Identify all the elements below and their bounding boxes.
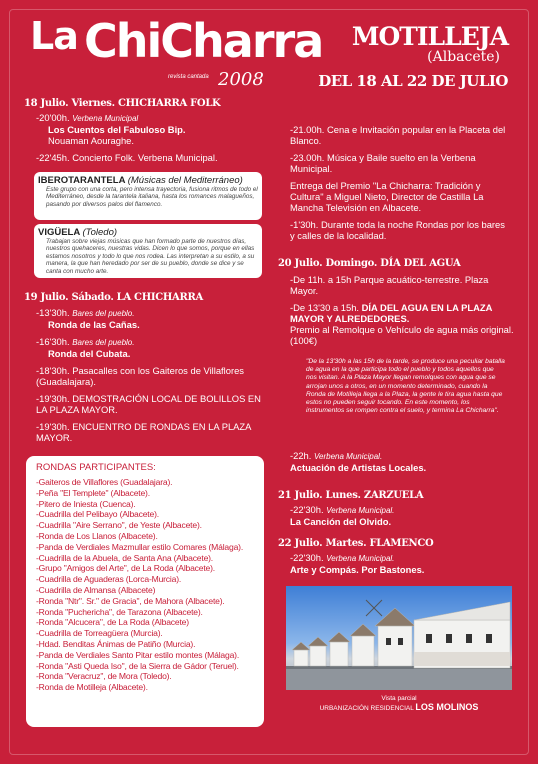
box2-text: Trabajan sobre viejas músicas que han formado parte de nuestros días, nuestros quehaceres, nuestras vidas. Dicen lo que somos, porque en ellas estamos nosotros y todo lo que nos rodea. Las interpretan a su estilo, a su manera, la que han heredado por ser de su pueblo, donde se dice y se canta con mucho arte.: [46, 238, 255, 275]
box1-note: (Músicas del Mediterráneo): [127, 175, 243, 186]
day19-e5: -19'30h. ENCUENTRO DE RONDAS EN LA PLAZA MAYOR.: [36, 421, 251, 443]
right-e4: -1'30h. Durante toda la noche Rondas por los bares y calles de la localidad.: [290, 219, 505, 241]
ronda-item: -Ronda de Motilleja (Albacete).: [36, 682, 148, 693]
day19-e2-time: -16'30h.: [36, 336, 70, 347]
day20-e2-prefix: -De 13'30 a 15h.: [290, 302, 360, 313]
day18-section: [24, 98, 274, 163]
day22-title: Arte y Compás. Por Bastones.: [290, 564, 425, 575]
day19-e2-note: Bares del pueblo.: [72, 338, 135, 347]
day20-e2-title: DÍA DEL AGUA EN LA PLAZA MAYOR Y ALREDEDORES.: [290, 302, 493, 324]
ronda-item: -Panda de Verdiales Santo Pitar estilo montes (Málaga).: [36, 649, 240, 660]
day19-e1-title: Ronda de las Cañas.: [48, 319, 140, 330]
box1-title: IBEROTARANTELA: [38, 175, 126, 186]
logo-subtitle: revista cantada: [168, 74, 209, 80]
day21-title: La Canción del Olvido.: [290, 516, 392, 527]
day19-heading: 19 Julio. Sábado. LA CHICHARRA: [24, 292, 203, 303]
logo-year: 2008: [218, 69, 264, 90]
ronda-item: -Ronda "Asti Queda Iso", de la Sierra de Gádor (Teruel).: [36, 660, 239, 671]
right-e2: -23.00h. Música y Baile suelto en la Verbena Municipal.: [290, 152, 476, 174]
ronda-item: -Ronda de Los Llanos (Albacete).: [36, 530, 158, 541]
ronda-item: -Ronda "Alcucera", de La Roda (Albacete): [36, 617, 189, 628]
ronda-item: -Cuadrilla de Torreagüera (Murcia).: [36, 628, 163, 639]
day20-section: [278, 258, 514, 346]
rondas-box: [26, 456, 264, 727]
day19-e3: -18'30h. Pasacalles con los Gaiteros de Villaflores (Guadalajara).: [36, 365, 244, 387]
ronda-item: -Cuadrilla "Aire Serrano", de Yeste (Albacete).: [36, 520, 202, 531]
day21-section: [278, 490, 514, 527]
day21-heading: 21 Julio. Lunes. ZARZUELA: [278, 490, 424, 501]
day19-e4: -19'30h. DEMOSTRACIÓN LOCAL DE BOLILLOS EN LA PLAZA MAYOR.: [36, 393, 261, 415]
box1-text: Este grupo con una corta, pero intensa trayectoria, fusiona ritmos de todo el Mediterráneo, desde la tarantela italiana, hasta los romances malagueños, pasando por diversos palos del flamenco.: [46, 186, 258, 208]
province-name: (Albacete): [427, 49, 500, 65]
day19-e1-note: Bares del pueblo.: [72, 309, 135, 318]
town-name: MOTILLEJA: [351, 22, 508, 51]
logo-la: La: [30, 14, 78, 58]
day20-e2-rest: Premio al Remolque o Vehículo de agua más original. (100€): [290, 324, 514, 346]
ronda-item: -Panda de Verdiales Mazmullar estilo Comares (Málaga).: [36, 541, 244, 552]
ronda-item: -Peña "El Templete" (Albacete).: [36, 487, 150, 498]
right-e3: Entrega del Premio "La Chicharra: Tradición y Cultura" a Miguel Nieto, Director de Castilla La Mancha Televisión en Albacete.: [290, 180, 484, 213]
caption-prefix: URBANIZACIÓN RESIDENCIAL: [319, 705, 414, 712]
day19-e1-time: -13'30h.: [36, 307, 70, 318]
day22-time: -22'30h.: [290, 552, 324, 563]
day18-e1-title: Los Cuentos del Fabuloso Bip.: [48, 124, 186, 135]
day19-night-section: [290, 124, 512, 241]
ronda-item: -Gaiteros de Villaflores (Guadalajara).: [36, 477, 173, 487]
day22-section: [278, 538, 514, 575]
right-e1: -21.00h. Cena e Invitación popular en la Placeta del Blanco.: [290, 124, 506, 146]
rondas-title: RONDAS PARTICIPANTES:: [36, 462, 156, 473]
day20-evening: [290, 450, 512, 473]
ronda-item: -Cuadrilla de la Abuela, de Santa Ana (Albacete).: [36, 552, 213, 563]
day20-e3-time: -22h.: [290, 450, 312, 461]
photo-illustration: [286, 586, 512, 690]
ronda-item: -Hdad. Benditas Ánimas de Patiño (Murcia).: [36, 638, 196, 649]
ronda-item: -Cuadrilla del Pelibayo (Albacete).: [36, 509, 159, 520]
logo-chicharra: ChiCharra: [84, 14, 323, 68]
iberotarantela-box: [34, 172, 262, 220]
caption-name: LOS MOLINOS: [415, 702, 479, 712]
day21-time: -22'30h.: [290, 504, 324, 515]
day19-e2-title: Ronda del Cubata.: [48, 348, 131, 359]
ronda-item: -Ronda "Veracruz", de Mora (Toledo).: [36, 671, 172, 682]
day22-note: Verbena Municipal.: [326, 554, 395, 563]
ronda-item: -Cuadrilla de Aguaderas (Lorca-Murcia).: [36, 574, 182, 585]
day18-e1-sub: Nouaman Aouraghe.: [48, 135, 134, 146]
ronda-item: -Ronda "Puchericha", de Tarazona (Albacete).: [36, 606, 203, 617]
day18-e1-time: -20'00h.: [36, 112, 70, 123]
box2-note: (Toledo): [82, 227, 118, 238]
box2-title: VIGÜELA: [38, 227, 80, 238]
ronda-item: -Cuadrilla de Almansa (Albacete): [36, 584, 156, 595]
day20-quote: "De la 13'30h a las 15h de la tarde, se produce una peculiar batalla de agua en la que participa todo el pueblo y todos aquellos que nos visitan. A la Plaza Mayor llegan remolques con agua que se arrojan unos a otros, en un momento determinado, cuando la Ronda de Motilleja llega a la Plaza, la gente le tira agua hasta que estos no pueden seguir tocando. En este momento, los instrumentos se rompen contra el suelo, y termina La Chicharra".: [306, 358, 505, 415]
caption-line-1: Vista parcial: [381, 695, 417, 702]
photo-caption: [286, 694, 512, 713]
day22-heading: 22 Julio. Martes. FLAMENCO: [278, 538, 434, 549]
viguela-box: [34, 224, 262, 278]
rondas-list: [36, 477, 254, 693]
day20-e3-title: Actuación de Artistas Locales.: [290, 462, 427, 473]
day18-e2: -22'45h. Concierto Folk. Verbena Municipal.: [36, 152, 218, 163]
day18-e1-note: Verbena Municipal: [72, 114, 139, 123]
day19-section: [24, 292, 274, 443]
ronda-item: -Ronda "Ntr". Sr." de Gracia", de Mahora (Albacete).: [36, 595, 225, 606]
day21-note: Verbena Municipal.: [326, 506, 395, 515]
festival-dates: DEL 18 AL 22 DE JULIO: [318, 72, 508, 90]
ronda-item: -Grupo "Amigos del Arte", de La Roda (Albacete).: [36, 563, 215, 574]
day20-e3-note: Verbena Municipal.: [313, 452, 383, 461]
day20-heading: 20 Julio. Domingo. DÍA DEL AGUA: [278, 258, 461, 269]
residential-photo: [286, 586, 512, 690]
ronda-item: -Pitero de Iniesta (Cuenca).: [36, 498, 136, 509]
day20-e1: -De 11h. a 15h Parque acuático-terrestre. Plaza Mayor.: [290, 274, 489, 296]
day18-heading: 18 Julio. Viernes. CHICHARRA FOLK: [24, 98, 221, 109]
